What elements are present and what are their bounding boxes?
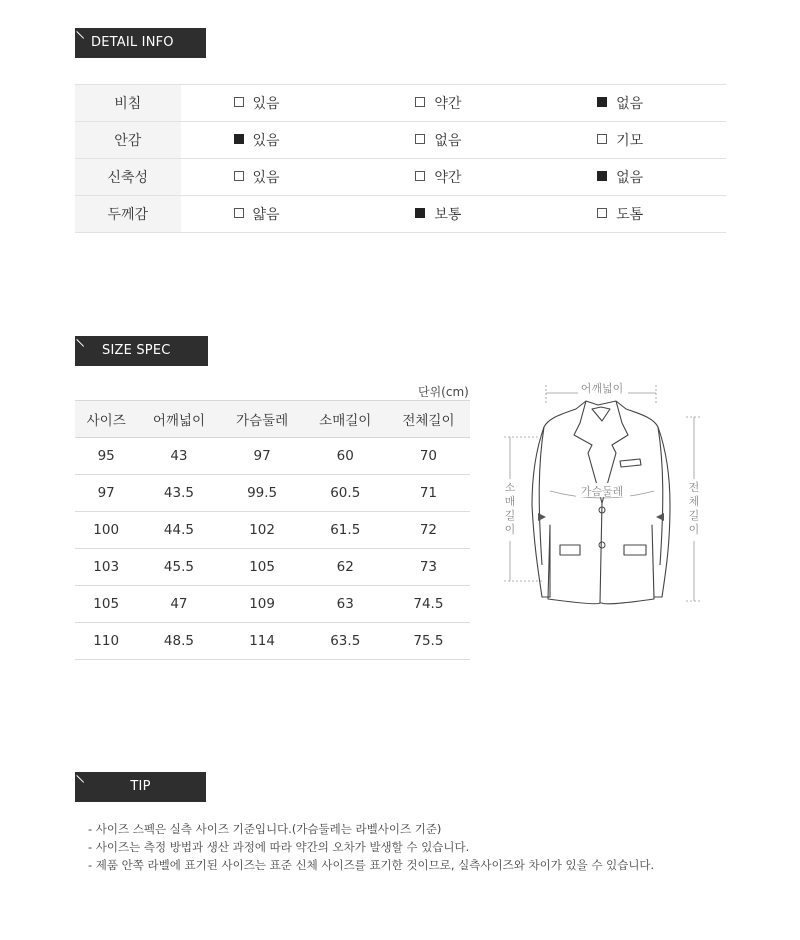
size-cell: 105 [75,586,137,623]
option-label: 약간 [434,170,462,186]
size-table-header [75,401,470,438]
detail-option [181,122,363,159]
sleeve-char: 매 [504,495,516,508]
unit-note: 단위(cm) [418,385,469,399]
detail-option [181,196,363,233]
corner-mark [76,775,84,783]
size-cell: 70 [387,438,470,475]
size-cell: 47 [137,586,220,623]
size-row [75,623,470,660]
unchecked-box-icon [415,97,425,107]
length-char: 이 [688,523,700,536]
size-cell: 44.5 [137,512,220,549]
detail-label: 안감 [75,122,181,159]
jacket-diagram [498,375,708,615]
detail-label: 신축성 [75,159,181,196]
unchecked-box-icon [234,208,244,218]
size-cell: 63.5 [304,623,387,660]
unchecked-box-icon [415,171,425,181]
size-cell: 97 [221,438,304,475]
option-label: 약간 [434,96,462,112]
unchecked-box-icon [597,134,607,144]
tip-heading [75,772,206,802]
option-label: 있음 [252,133,280,149]
detail-option [362,159,544,196]
checked-box-icon [597,97,607,107]
detail-option [362,196,544,233]
detail-label: 두께감 [75,196,181,233]
detail-row [75,196,726,233]
detail-option [544,122,726,159]
size-cell: 72 [387,512,470,549]
detail-row [75,159,726,196]
option-label: 도톰 [616,207,644,223]
size-row [75,586,470,623]
length-char: 전 [688,481,700,494]
sleeve-char: 소 [504,481,516,494]
size-cell: 48.5 [137,623,220,660]
detail-label: 비침 [75,85,181,122]
size-column-header: 전체길이 [387,401,470,438]
size-cell: 97 [75,475,137,512]
size-row [75,475,470,512]
option-label: 보통 [434,207,462,223]
button-dot [599,542,605,548]
size-cell: 60.5 [304,475,387,512]
size-cell: 102 [221,512,304,549]
option-label: 얇음 [252,207,280,223]
size-cell: 73 [387,549,470,586]
detail-row [75,85,726,122]
size-cell: 60 [304,438,387,475]
detail-info-title: DETAIL INFO [91,35,174,50]
length-char: 체 [688,495,700,508]
option-label: 없음 [616,96,644,112]
detail-option [544,85,726,122]
detail-option [362,122,544,159]
size-cell: 43.5 [137,475,220,512]
checked-box-icon [597,171,607,181]
size-cell: 109 [221,586,304,623]
sleeve-char: 이 [504,523,516,536]
size-cell: 99.5 [221,475,304,512]
unchecked-box-icon [234,171,244,181]
size-spec-table [75,400,470,660]
detail-option [181,85,363,122]
size-column-header: 사이즈 [75,401,137,438]
size-cell: 61.5 [304,512,387,549]
tip-line: - 사이즈 스펙은 실측 사이즈 기준입니다.(가슴둘레는 라벨사이즈 기준) [88,822,442,836]
size-row [75,549,470,586]
unchecked-box-icon [234,97,244,107]
checked-box-icon [234,134,244,144]
option-label: 있음 [252,96,280,112]
size-row [75,438,470,475]
size-spec-heading [75,336,208,366]
corner-mark [76,31,84,39]
option-label: 있음 [252,170,280,186]
size-column-header: 어깨넓이 [137,401,220,438]
size-cell: 71 [387,475,470,512]
option-label: 기모 [616,133,644,149]
size-cell: 95 [75,438,137,475]
size-cell: 103 [75,549,137,586]
detail-info-table [75,84,726,233]
size-cell: 110 [75,623,137,660]
size-cell: 43 [137,438,220,475]
size-spec-title: SIZE SPEC [102,343,171,358]
detail-option [181,159,363,196]
size-cell: 100 [75,512,137,549]
size-cell: 62 [304,549,387,586]
detail-option [544,196,726,233]
tip-line: - 사이즈는 측정 방법과 생산 과정에 따라 약간의 오차가 발생할 수 있습니다. [88,840,470,854]
size-row [75,512,470,549]
checked-box-icon [415,208,425,218]
sleeve-char: 길 [504,509,516,522]
corner-mark [76,339,84,347]
detail-option [362,85,544,122]
unchecked-box-icon [415,134,425,144]
unchecked-box-icon [597,208,607,218]
tip-title: TIP [130,779,151,794]
detail-option [544,159,726,196]
size-column-header: 소매길이 [304,401,387,438]
detail-info-heading [75,28,206,58]
detail-row [75,122,726,159]
chest-label: 가슴둘레 [580,485,624,498]
shoulder-width-label: 어깨넓이 [580,382,624,395]
size-cell: 45.5 [137,549,220,586]
option-label: 없음 [616,170,644,186]
size-column-header: 가슴둘레 [221,401,304,438]
size-cell: 63 [304,586,387,623]
size-cell: 114 [221,623,304,660]
tip-list [88,820,654,874]
size-cell: 74.5 [387,586,470,623]
option-label: 없음 [434,133,462,149]
tip-line: - 제품 안쪽 라벨에 표기된 사이즈는 표준 신체 사이즈를 표기한 것이므로, 실측사이즈와 차이가 있을 수 있습니다. [88,858,655,872]
size-cell: 75.5 [387,623,470,660]
size-cell: 105 [221,549,304,586]
length-char: 길 [688,509,700,522]
